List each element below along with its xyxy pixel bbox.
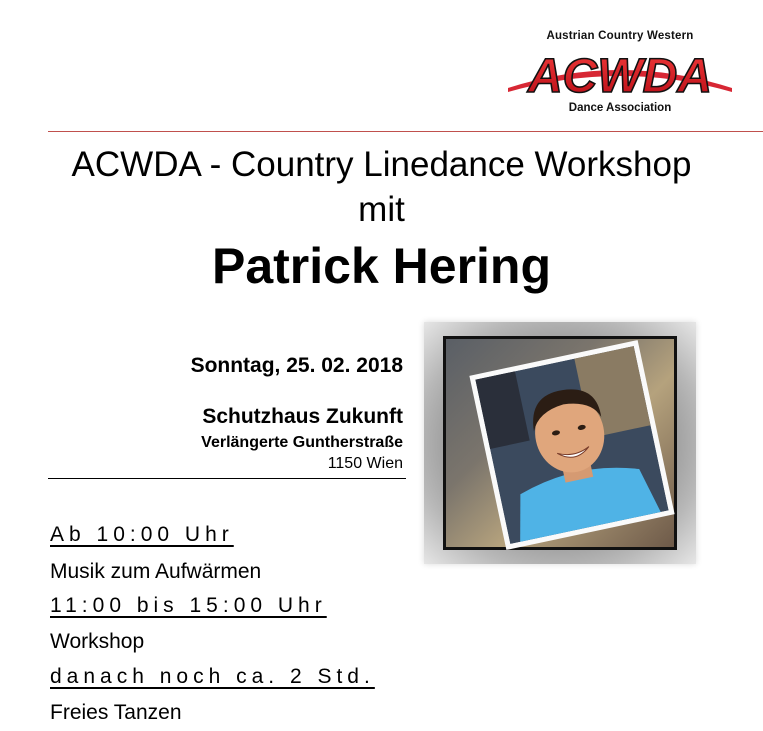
header-divider — [48, 131, 763, 132]
logo-tagline-bottom: Dance Association — [568, 102, 672, 114]
schedule-time: danach noch ca. 2 Std. — [50, 665, 375, 688]
schedule-time: 11:00 bis 15:00 Uhr — [50, 594, 327, 617]
venue-divider — [48, 478, 406, 479]
venue-city: 1150 Wien — [327, 455, 403, 472]
schedule-description: Workshop — [50, 630, 145, 653]
acwda-logo — [500, 28, 740, 120]
logo-wordmark — [500, 46, 740, 102]
logo-wordmark-text: ACWDA — [528, 50, 712, 102]
schedule-description: Musik zum Aufwärmen — [50, 560, 262, 583]
logo-tagline-top: Austrian Country Western — [546, 30, 694, 42]
instructor-name: Patrick Hering — [211, 238, 551, 294]
event-date: Sonntag, 25. 02. 2018 — [190, 354, 403, 377]
venue-name: Schutzhaus Zukunft — [202, 405, 403, 428]
instructor-photo — [469, 340, 674, 550]
portrait-image — [475, 346, 668, 544]
venue-street: Verlängerte Guntherstraße — [201, 434, 403, 451]
title-connector: mit — [358, 190, 405, 229]
schedule-description: Freies Tanzen — [50, 701, 182, 724]
schedule-time: Ab 10:00 Uhr — [50, 523, 234, 546]
page-title: ACWDA - Country Linedance Workshop — [71, 145, 692, 184]
